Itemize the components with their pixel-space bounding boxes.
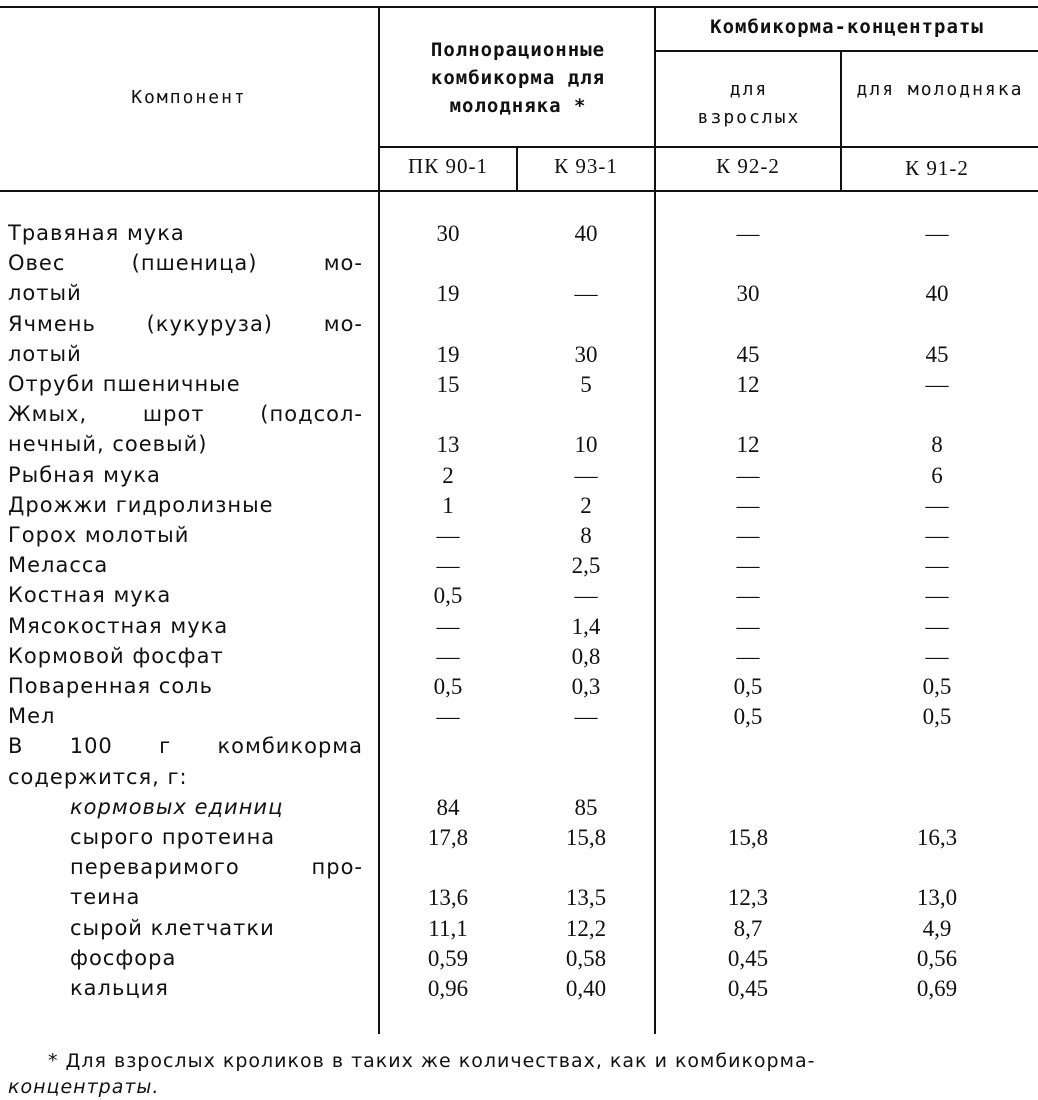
row-value-col-3: — (736, 462, 760, 488)
row-value-col-3: 8,7 (733, 915, 763, 941)
header-top-rule (0, 6, 1038, 8)
row-value-col-3: 12 (736, 432, 760, 458)
row-value-col-1: 17,8 (427, 825, 469, 850)
row-value-col-1: 13 (436, 432, 460, 458)
row-value-col-2: 0,3 (571, 674, 601, 699)
table-row (0, 429, 1038, 460)
row-value-col-1: — (436, 704, 460, 730)
row-value-col-4: 0,5 (922, 704, 952, 730)
row-value-col-3: 0,45 (727, 976, 769, 1001)
row-value-col-2: 12,2 (565, 915, 607, 941)
row-value-col-3: — (736, 643, 760, 669)
row-label: Жмых, шрот (подсол- (8, 402, 363, 427)
row-value-col-4: 8 (931, 432, 943, 458)
table-row (0, 731, 1038, 762)
row-label: Отруби пшеничные (8, 372, 241, 396)
row-value-col-1: 30 (436, 221, 460, 246)
table-row (0, 671, 1038, 702)
row-label: Кормовой фосфат (8, 643, 224, 668)
row-label: Рыбная мука (8, 462, 161, 487)
row-value-col-2: 1,4 (571, 613, 601, 639)
row-value-col-1: 0,59 (427, 945, 469, 971)
row-label: Костная мука (8, 583, 172, 608)
footnote-text: * Для взрослых кроликов в таких же количествах, как и комбикорма- (48, 1050, 816, 1072)
header-group-rule (656, 50, 1038, 52)
table-row (0, 762, 1038, 793)
row-value-col-3: 0,5 (733, 674, 763, 699)
table-row (0, 913, 1038, 944)
row-label: Поваренная соль (8, 674, 213, 698)
row-value-col-2: — (574, 583, 598, 609)
row-value-col-4: — (925, 221, 949, 246)
table-row (0, 309, 1038, 340)
header-code-k-93-1: К 93-1 (554, 154, 618, 178)
row-value-col-4: — (925, 583, 949, 609)
header-mid-rule (380, 146, 1038, 148)
row-value-col-3: — (736, 523, 760, 548)
row-value-col-4: — (925, 613, 949, 639)
row-value-col-1: 0,5 (433, 674, 463, 699)
row-value-col-4: — (925, 492, 949, 518)
row-value-col-1: — (436, 523, 460, 548)
row-value-col-1: 0,5 (433, 583, 463, 609)
row-label: фосфора (70, 945, 177, 970)
row-value-col-4: 4,9 (922, 915, 952, 941)
row-value-col-2: 5 (580, 372, 592, 397)
table-row (0, 550, 1038, 581)
row-value-col-2: 15,8 (565, 825, 607, 850)
row-value-col-1: — (436, 643, 460, 669)
row-value-col-3: — (736, 613, 760, 639)
row-value-col-2: 0,40 (565, 976, 607, 1001)
row-label: Ячмень (кукуруза) мо- (8, 311, 363, 336)
row-label: теина (70, 885, 141, 910)
table-row (0, 490, 1038, 521)
table-row (0, 369, 1038, 400)
row-label: В 100 г комбикорма (8, 734, 363, 759)
row-label: лотый (8, 341, 82, 366)
row-value-col-2: 13,5 (565, 885, 607, 911)
row-value-col-1: 1 (442, 492, 454, 518)
row-value-col-4: 40 (925, 281, 949, 307)
header-code-k-92-2: К 92-2 (716, 154, 780, 178)
table-row (0, 943, 1038, 974)
row-value-col-2: — (574, 281, 598, 307)
table-row (0, 218, 1038, 249)
row-value-col-1: 15 (436, 372, 460, 397)
header-group-concentrates: Комбикорма-концентраты (710, 16, 984, 38)
row-value-col-3: 12 (736, 372, 760, 397)
row-value-col-3: — (736, 553, 760, 579)
row-value-col-3: 15,8 (727, 825, 769, 850)
row-value-col-3: 0,45 (727, 945, 769, 971)
row-value-col-4: 0,5 (922, 674, 952, 699)
row-value-col-2: 0,8 (571, 643, 601, 669)
row-value-col-2: 85 (574, 794, 598, 820)
row-value-col-3: — (736, 221, 760, 246)
row-value-col-2: 40 (574, 221, 598, 246)
row-value-col-1: 84 (436, 794, 460, 820)
table-row (0, 399, 1038, 430)
table-row (0, 520, 1038, 551)
row-value-col-2: 10 (574, 432, 598, 458)
header-sub-young: для молодняка (856, 79, 1024, 100)
table-row (0, 278, 1038, 309)
row-value-col-3: 0,5 (733, 704, 763, 730)
row-label: нечный, соевый) (8, 432, 208, 457)
row-value-col-3: — (736, 492, 760, 518)
row-value-col-2: — (574, 462, 598, 488)
footnote (8, 1048, 1032, 1100)
header-code-pk-90-1: ПК 90-1 (408, 154, 488, 178)
row-value-col-1: 19 (436, 341, 460, 367)
row-value-col-1: — (436, 553, 460, 579)
row-label: содержится, г: (8, 764, 188, 789)
row-value-col-4: — (925, 523, 949, 548)
row-label: кальция (70, 976, 169, 1000)
row-value-col-2: — (574, 704, 598, 730)
table-row (0, 339, 1038, 370)
row-value-col-2: 2,5 (571, 553, 601, 579)
row-label: сырого протеина (70, 825, 276, 849)
table-row (0, 852, 1038, 883)
table-row (0, 973, 1038, 1004)
header-code-k-91-2: К 91-2 (905, 156, 969, 180)
row-value-col-4: — (925, 643, 949, 669)
row-value-col-1: 11,1 (428, 915, 468, 941)
table-row (0, 580, 1038, 611)
table-row (0, 701, 1038, 732)
row-value-col-4: 13,0 (916, 885, 958, 911)
table-row (0, 822, 1038, 853)
header-group-complete-feed: Полнорационные комбикорма для молодняка * (430, 39, 606, 117)
row-value-col-4: 0,56 (916, 945, 958, 971)
table-row (0, 611, 1038, 642)
row-label: Овес (пшеница) мо- (8, 251, 363, 276)
row-value-col-3: 45 (736, 341, 760, 367)
row-value-col-3: — (736, 583, 760, 609)
row-label: сырой клетчатки (70, 915, 275, 940)
row-value-col-2: 2 (580, 492, 592, 518)
row-label: Мясокостная мука (8, 613, 229, 638)
table-row (0, 248, 1038, 279)
header-sub-adults: для взрослых (697, 79, 801, 128)
row-value-col-3: 30 (736, 281, 760, 307)
row-value-col-1: 13,6 (427, 885, 469, 911)
table-row (0, 460, 1038, 491)
row-value-col-4: 6 (931, 462, 943, 488)
row-label: Дрожжи гидролизные (8, 492, 274, 517)
row-value-col-3: 12,3 (727, 885, 769, 911)
row-value-col-2: 0,58 (565, 945, 607, 971)
row-label: переваримого про- (70, 855, 363, 880)
row-value-col-4: — (925, 372, 949, 397)
row-value-col-1: — (436, 613, 460, 639)
row-value-col-4: — (925, 553, 949, 579)
row-value-col-4: 16,3 (916, 825, 958, 850)
table-row (0, 792, 1038, 823)
header-bottom-rule (0, 190, 1038, 192)
row-value-col-4: 0,69 (916, 976, 958, 1001)
row-label: Мел (8, 704, 56, 729)
row-value-col-1: 19 (436, 281, 460, 307)
row-label: Меласса (8, 553, 109, 578)
row-value-col-1: 2 (442, 462, 454, 488)
row-value-col-1: 0,96 (427, 976, 469, 1001)
footnote-text-continued: концентраты. (8, 1076, 160, 1098)
table-row (0, 882, 1038, 913)
row-label: Горох молотый (8, 523, 190, 547)
row-value-col-4: 45 (925, 341, 949, 367)
row-label: Травяная мука (8, 221, 185, 245)
header-component: Компонент (131, 87, 247, 108)
row-label: кормовых единиц (70, 794, 284, 819)
table-row (0, 641, 1038, 672)
row-value-col-2: 30 (574, 341, 598, 367)
row-label: лотый (8, 281, 82, 306)
row-value-col-2: 8 (580, 523, 592, 548)
